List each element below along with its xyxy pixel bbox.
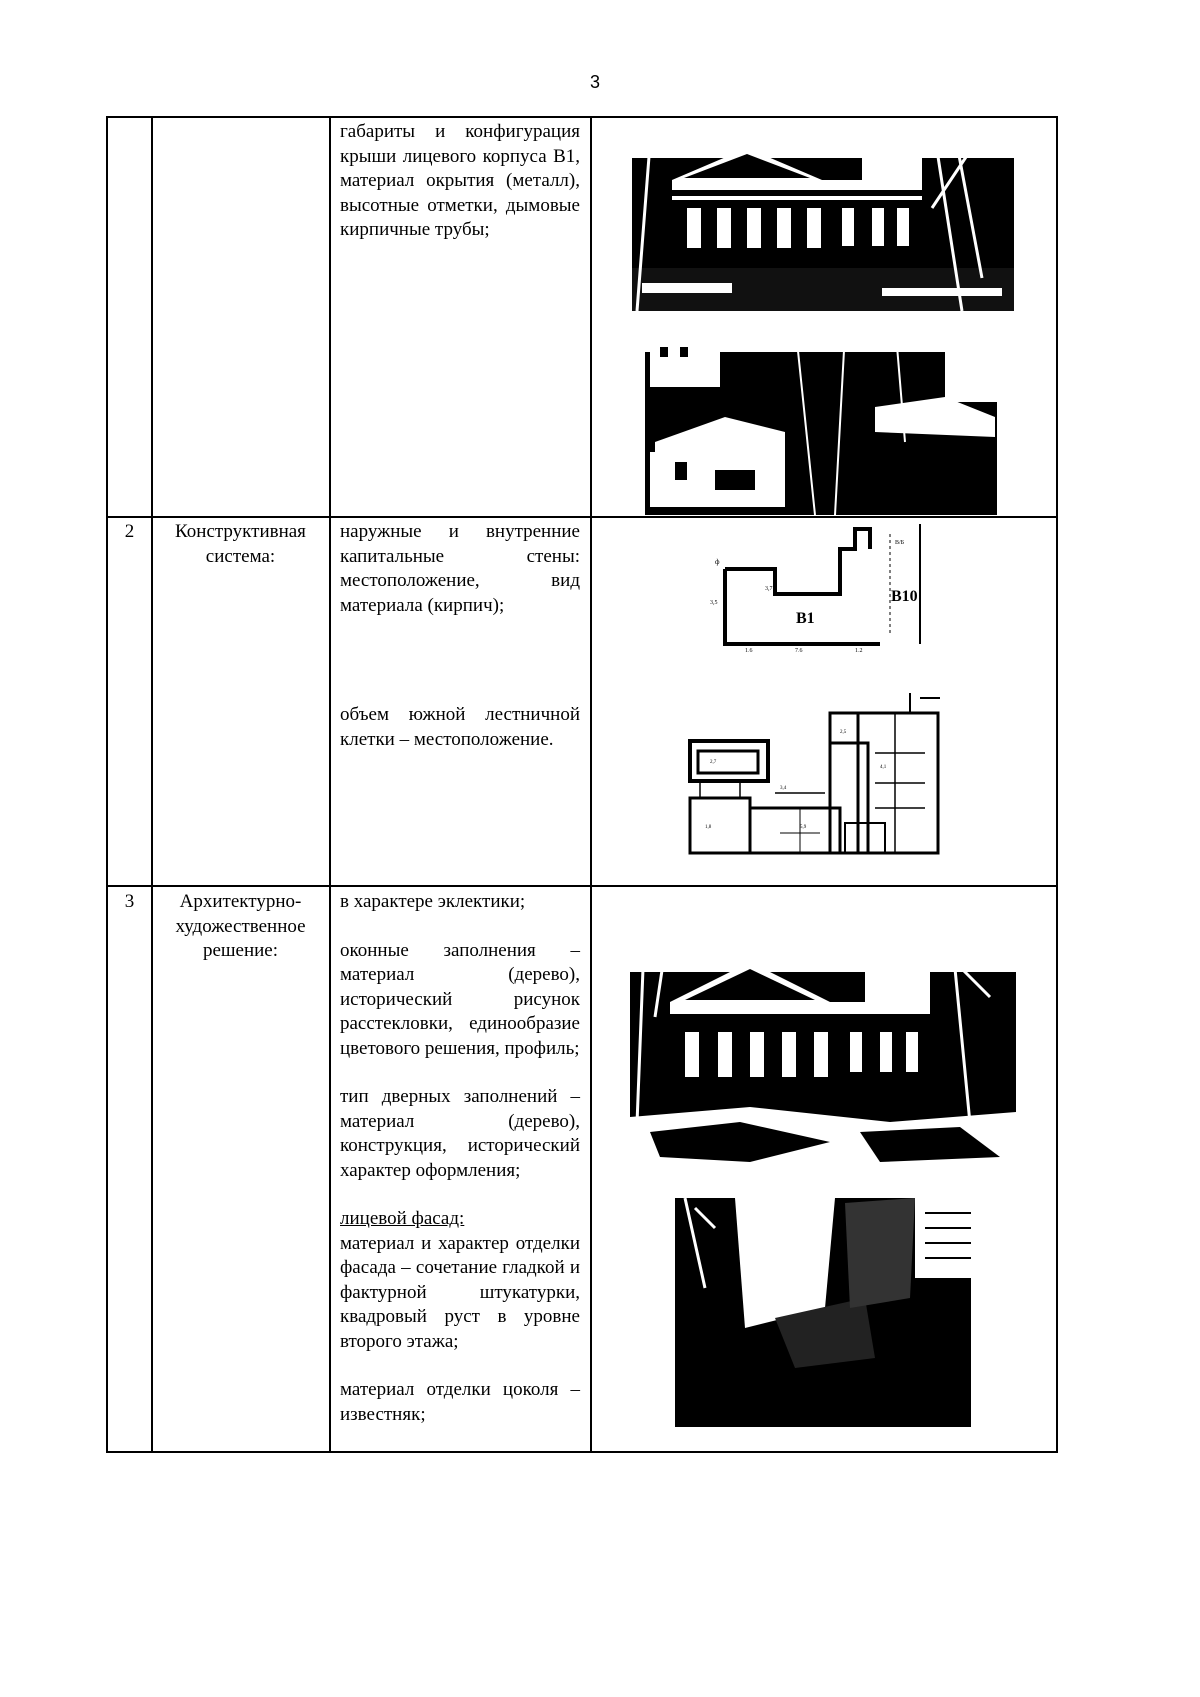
row3-para: в характере эклектики; (340, 891, 526, 912)
svg-text:4,1: 4,1 (880, 765, 887, 770)
col-divider (590, 116, 592, 1453)
row2-para: объем южной лестничной клетки – местоположение. (340, 704, 580, 750)
plan-walls-outline (705, 524, 930, 652)
svg-text:1,2: 1,2 (855, 648, 863, 652)
row3-para: оконные заполнения – материал (дерево), исторический рисунок расстекловки, единообразие цветового решения, профиль; (340, 939, 580, 1059)
svg-text:2,7: 2,7 (710, 760, 717, 765)
svg-text:1,6: 1,6 (745, 648, 753, 652)
photo-facade-repeat (630, 917, 1016, 1175)
svg-text:3,5: 3,5 (710, 600, 718, 606)
svg-text:3,7: 3,7 (765, 586, 773, 592)
svg-text:2,5: 2,5 (840, 730, 847, 735)
row3-number: 3 (124, 891, 135, 912)
photo-roof-aerial-view (645, 322, 997, 515)
photo-facade-detail (675, 1198, 971, 1427)
row3-para: материал и характер отделки фасада – сочетание гладкой и фактурной штукатурки, квадровый руст в уровне второго этажа; (340, 1232, 580, 1352)
row2-para: наружные и внутренние капитальные стены: местоположение, вид материала (кирпич); (340, 521, 580, 616)
table-right-border (1056, 116, 1058, 1453)
row2-name: Конструктивная система: (175, 521, 306, 567)
plan-label-b10: В10 (891, 588, 918, 605)
row2-text (340, 520, 580, 752)
plan-label-b1: В1 (796, 610, 815, 627)
svg-text:7,6: 7,6 (795, 648, 803, 652)
svg-text:3,4: 3,4 (780, 786, 787, 791)
col-divider (151, 116, 153, 1453)
row-divider (107, 885, 1058, 887)
row3-text (340, 890, 580, 1427)
row3-name: Архитектурно-художественное решение: (175, 891, 306, 961)
photo-facade-street-view (632, 118, 1014, 311)
svg-text:ф: ф (715, 558, 720, 566)
row3-para: материал отделки цоколя – известняк; (340, 1379, 580, 1425)
row2-number: 2 (124, 521, 135, 542)
svg-text:5,9: 5,9 (800, 825, 807, 830)
col-divider (329, 116, 331, 1453)
svg-text:В/Б: В/Б (895, 540, 905, 546)
plan-floor-detailed (680, 693, 950, 861)
page-number: 3 (589, 72, 600, 92)
col-divider (106, 116, 108, 1453)
row1-para: габариты и конфигурация крыши лицевого корпуса В1, материал окрытия (металл), высотные отметки, дымовые кирпичные трубы; (340, 121, 580, 240)
row1-text (340, 120, 580, 243)
row3-subheading: лицевой фасад: (340, 1208, 465, 1229)
row3-para: тип дверных заполнений – материал (дерево), конструкция, исторический характер оформления; (340, 1086, 580, 1181)
svg-text:1,8: 1,8 (705, 825, 712, 830)
table-bottom-border (107, 1451, 1058, 1453)
row-divider (107, 516, 1058, 518)
